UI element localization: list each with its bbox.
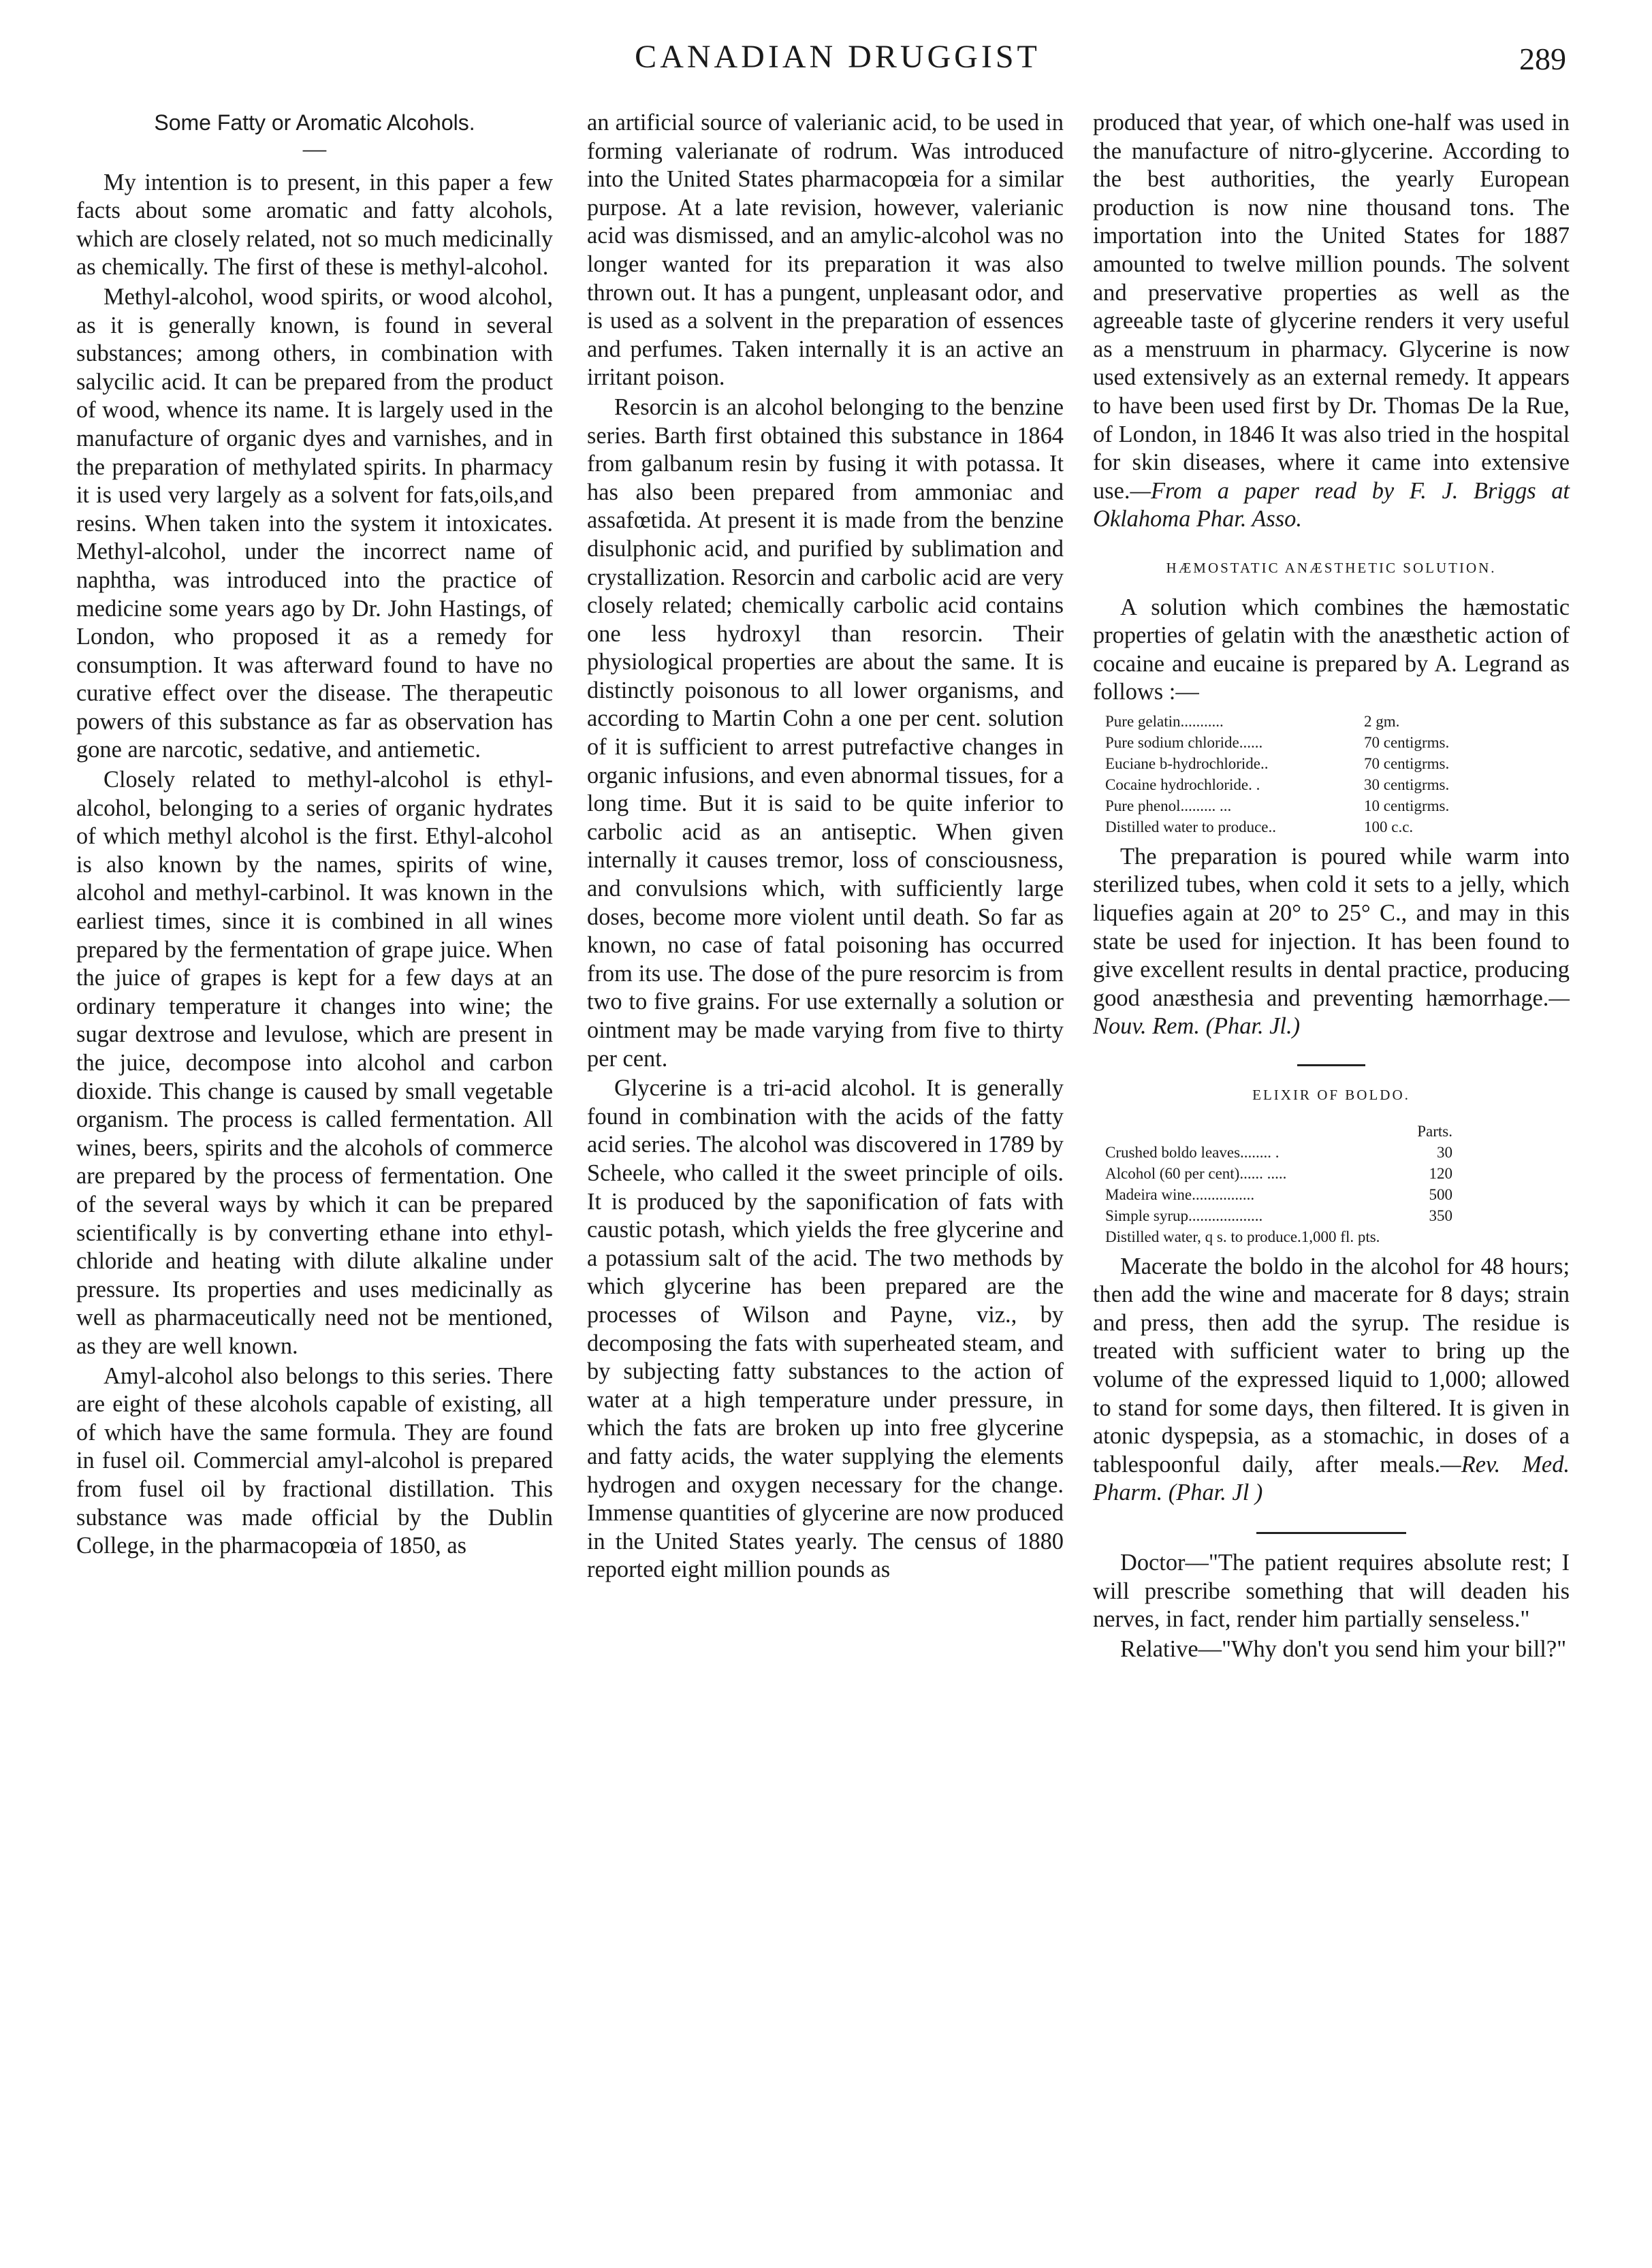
ingredient-row xyxy=(1105,1184,1452,1205)
ingredient-name: Distilled water to produce.. xyxy=(1105,818,1277,835)
solution-title: HÆMOSTATIC ANÆSTHETIC SOLUTION. xyxy=(1166,559,1497,576)
solution-text: The preparation is poured while warm into sterilized tubes, when cold it sets to a jelly, which liquefies again at 20° to 25° C., and may in this state be used for injection. It has been found to give excellent results in dental practice, producing good anæsthesia and preventing hæmorrhage. xyxy=(1093,843,1570,1011)
page-number: 289 xyxy=(1519,42,1566,76)
solution-source: —Nouv. Rem. (Phar. Jl.) xyxy=(1093,985,1570,1040)
ingredient-name: Madeira wine................ xyxy=(1105,1185,1255,1203)
ingredient-name: Alcohol (60 per cent)...... ..... xyxy=(1105,1164,1287,1182)
ingredient-name: Pure gelatin........... xyxy=(1105,712,1224,730)
elixir-source: —Rev. Med. Pharm. (Phar. Jl ) xyxy=(1093,1451,1570,1506)
ingredient-row xyxy=(1105,1142,1452,1163)
section-divider xyxy=(1297,1064,1365,1066)
ingredient-name: Euciane b-hydrochloride.. xyxy=(1105,754,1269,772)
elixir-title: ELIXIR OF BOLDO. xyxy=(1252,1087,1410,1104)
elixir-text: Macerate the boldo in the alcohol for 48 hours; then add the wine and macerate for 8 days; strain and press, then add the syrup. The residue is treated with sufficient water to bring up the volume of the expressed liquid to 1,000; allowed to stand for some days, then filtered. It is given in atonic dyspepsia, as a stomachic, in doses of a tablespoonful daily, after meals. xyxy=(1093,1253,1570,1478)
ingredient-qty: 350 xyxy=(1429,1207,1452,1224)
ingredient-qty: 30 xyxy=(1437,1143,1452,1161)
page-header xyxy=(109,38,1566,93)
paragraph-intro: My intention is to present, in this paper a few facts about some aromatic and fatty alcohols, which are closely related, not so much medicinally as chemically. The first of these is methyl-alcohol. xyxy=(76,169,553,281)
column-2 xyxy=(587,109,1064,1584)
solution-ingredient-list xyxy=(1105,711,1473,837)
paragraph-amyl-continued: an artificial source of valerianic acid, to be used in forming valerianate of rodrum. Was introduced into the United States pharmacopœia for a similar purpose. At a late revision, however, valerianic acid was dismissed, and an amylic-alcohol was no longer wanted for its preparation it was also thrown out. It has a pungent, unpleasant odor, and is used as a solvent in the preparation of essences and perfumes. Taken internally it is an active an irritant poison. xyxy=(587,110,1064,391)
column-1 xyxy=(76,109,553,1561)
units-header: Parts. xyxy=(1417,1122,1452,1140)
paragraph-glycerine-continued xyxy=(1093,109,1570,534)
ingredient-row xyxy=(1105,795,1473,816)
ingredient-final-line: Distilled water, q s. to produce.1,000 fl. pts. xyxy=(1105,1228,1380,1245)
elixir-ingredient-list xyxy=(1105,1121,1452,1247)
joke-doctor: Doctor—"The patient requires absolute rest; I will prescribe something that will deaden his nerves, in fact, render him partially senseless." xyxy=(1093,1549,1570,1633)
ingredient-row xyxy=(1105,732,1473,753)
article-title: Some Fatty or Aromatic Alcohols. xyxy=(154,110,475,135)
ingredient-qty: 10 centigrms. xyxy=(1364,797,1450,814)
paragraph-resorcin: Resorcin is an alcohol belonging to the benzine series. Barth first obtained this substance in 1864 from galbanum resin by fusing it with potassa. It has also been prepared from ammoniac and assafœtida. At present it is made from the benzine disulphonic acid, and purified by sublimation and crystallization. Resorcin and carbolic acid are very closely related; chemically carbolic acid contains one less hydroxyl than resorcin. Their physiological properties are about the same. It is distinctly poisonous to all lower organisms, and according to Martin Cohn a one per cent. solution of it is sufficient to arrest putrefactive changes in organic infusions, and even abnormal tissues, for a long time. But it is said to be quite inferior to carbolic acid as an antiseptic. When given internally it causes tremor, loss of consciousness, and convulsions which, with sufficiently large doses, become more violent until death. So far as known, no case of fatal poisoning has occurred from its use. The dose of the pure resorcim is from two to five grains. For use externally a solution or ointment may be made varying from five to thirty per cent. xyxy=(587,394,1064,1072)
ingredient-qty: 2 gm. xyxy=(1364,712,1400,730)
ingredient-row xyxy=(1105,753,1473,774)
solution-intro: A solution which combines the hæmostatic properties of gelatin with the anæsthetic action of cocaine and eucaine is prepared by A. Legrand as follows :— xyxy=(1093,594,1570,705)
ingredient-qty: 30 centigrms. xyxy=(1364,776,1450,793)
joke-relative: Relative—"Why don't you send him your bill?" xyxy=(1120,1635,1567,1662)
title-dash: — xyxy=(302,135,327,162)
ingredient-name: Pure sodium chloride...... xyxy=(1105,733,1263,751)
paragraph-amyl-alcohol: Amyl-alcohol also belongs to this series. There are eight of these alcohols capable of existing, all of which have the same formula. They are found in fusel oil. Commercial amyl-alcohol is prepared from fusel oil by fractional distillation. This substance was made official by the Dublin College, in the pharmacopœia of 1850, as xyxy=(76,1362,553,1559)
ingredient-row xyxy=(1105,816,1473,837)
ingredient-name: Crushed boldo leaves........ . xyxy=(1105,1143,1280,1161)
ingredient-qty: 120 xyxy=(1429,1164,1452,1182)
glycerine-text: produced that year, of which one-half was used in the manufacture of nitro-glycerine. According to the best authorities, the yearly European production is now nine thousand tons. The importation into the United States for 1887 amounted to twelve million pounds. The solvent and preservative properties as well as the agreeable taste of glycerine renders it very useful as a menstruum in pharmacy. Glycerine is now used extensively as an external remedy. It appears to have been used first by Dr. Thomas De la Rue, of London, in 1846 It was also tried in the hospital for skin diseases, where it came into extensive use. xyxy=(1093,110,1570,504)
column-3 xyxy=(1093,109,1570,1663)
ingredient-row xyxy=(1105,1163,1452,1184)
elixir-body xyxy=(1093,1253,1570,1507)
journal-title: CANADIAN DRUGGIST xyxy=(635,39,1041,75)
ingredient-row xyxy=(1105,1205,1452,1226)
ingredient-qty: 70 centigrms. xyxy=(1364,733,1450,751)
article-source: —From a paper read by F. J. Briggs at Oklahoma Phar. Asso. xyxy=(1093,477,1570,532)
ingredient-qty: 500 xyxy=(1429,1185,1452,1203)
ingredient-qty: 70 centigrms. xyxy=(1364,754,1450,772)
ingredient-qty: 100 c.c. xyxy=(1364,818,1414,835)
ingredient-name: Pure phenol......... ... xyxy=(1105,797,1232,814)
ingredient-name: Cocaine hydrochloride. . xyxy=(1105,776,1260,793)
ingredient-name: Simple syrup................... xyxy=(1105,1207,1263,1224)
solution-body xyxy=(1093,843,1570,1041)
paragraph-methyl-alcohol: Methyl-alcohol, wood spirits, or wood alcohol, as it is generally known, is found in several substances; among others, in combination with salycilic acid. It can be prepared from the product of wood, whence its name. It is largely used in the manufacture of organic dyes and varnishes, and in the preparation of methylated spirits. In pharmacy it is used very largely as a solvent for fats,oils,and resins. When taken into the system it intoxicates. Methyl-alcohol, under the incorrect name of naphtha, was introduced into the practice of medicine some years ago by Dr. John Hastings, of London, who proposed it as a remedy for consumption. It was afterward found to have no curative effect over the disease. The therapeutic powers of this substance as far as observation has gone are narcotic, sedative, and antiemetic. xyxy=(76,283,553,763)
ingredient-row xyxy=(1105,711,1473,732)
paragraph-ethyl-alcohol: Closely related to methyl-alcohol is ethyl-alcohol, belonging to a series of organic hydrates of which methyl alcohol is the first. Ethyl-alcohol is also known by the names, spirits of wine, alcohol and methyl-carbinol. It was known in the earliest times, since it is combined in all wines prepared by the fermentation of grape juice. When the juice of grapes is kept for a few days at an ordinary temperature it changes into wine; the sugar dextrose and levulose, which are present in the juice, decompose into alcohol and carbon dioxide. This change is caused by small vegetable organism. The process is called fermentation. All wines, beers, spirits and the alcohols of commerce are prepared by the process of fermentation. One of the several ways by which it can be prepared scientifically is by converting ethane into ethyl-chloride and heating with dilute alkaline under pressure. Its properties and uses medicinally as well as pharmaceutically need not be mentioned, as they are well known. xyxy=(76,767,553,1359)
paragraph-glycerine: Glycerine is a tri-acid alcohol. It is generally found in combination with the acids of the fatty acid series. The alcohol was discovered in 1789 by Scheele, who called it the sweet principle of oils. It is produced by the saponification of fats with caustic potash, which yields the free glycerine and a potassium salt of the acid. The two methods by which glycerine has been prepared are the processes of Wilson and Payne, viz., by decomposing the fats with superheated steam, and by subjecting fatty substances to the action of water at a high temperature under pressure, in which the fats are broken up into free glycerine and fatty acids, the water supplying the elements hydrogen and oxygen necessary for the change. Immense quantities of glycerine are now produced in the United States yearly. The census of 1880 reported eight million pounds as xyxy=(587,1075,1064,1583)
section-divider xyxy=(1256,1532,1406,1534)
ingredient-row xyxy=(1105,774,1473,795)
